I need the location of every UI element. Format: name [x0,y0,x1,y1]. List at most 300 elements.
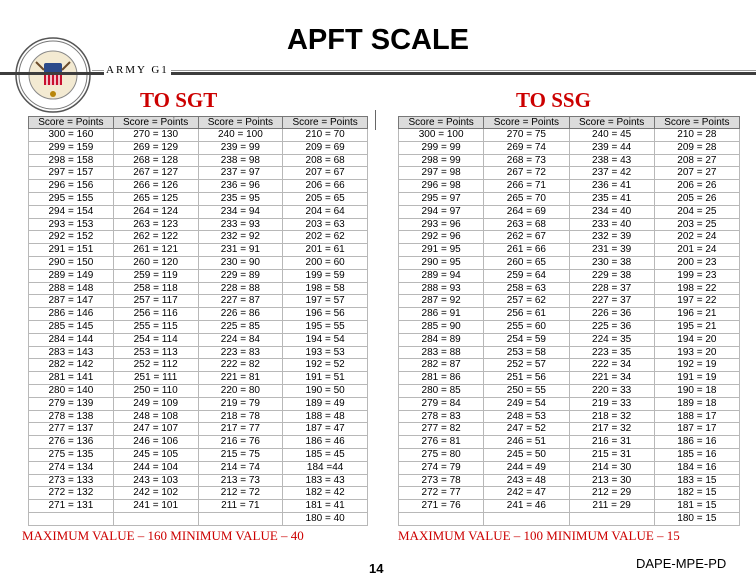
table-row [399,180,740,193]
table-row [399,500,740,513]
table-cell: 218 = 32 [569,410,654,423]
table-cell: 251 = 56 [484,372,569,385]
table-cell: 287 = 147 [29,295,114,308]
table-row [29,397,368,410]
table-cell: 233 = 40 [569,218,654,231]
table-cell [29,512,114,525]
table-cell: 240 = 100 [198,129,283,142]
table-cell: 263 = 68 [484,218,569,231]
table-cell: 186 = 16 [654,436,739,449]
table-cell: 232 = 92 [198,231,283,244]
column-header: Score = Points [198,117,283,129]
table-cell: 237 = 42 [569,167,654,180]
table-cell: 244 = 104 [113,461,198,474]
table-row [29,436,368,449]
sgt-heading: TO SGT [140,88,218,112]
table-cell: 277 = 137 [29,423,114,436]
table-cell: 208 = 27 [654,154,739,167]
table-row [399,436,740,449]
table-cell: 209 = 69 [283,141,368,154]
table-cell: 235 = 95 [198,192,283,205]
table-cell: 236 = 41 [569,180,654,193]
table-cell: 266 = 71 [484,180,569,193]
table-cell [198,512,283,525]
table-row [399,218,740,231]
table-cell: 261 = 66 [484,244,569,257]
table-row [29,129,368,142]
table-row [399,474,740,487]
table-cell: 249 = 109 [113,397,198,410]
sgt-range-note: MAXIMUM VALUE – 160 MINIMUM VALUE – 40 [22,528,304,543]
table-cell: 231 = 39 [569,244,654,257]
table-cell: 240 = 45 [569,129,654,142]
table-cell: 181 = 15 [654,500,739,513]
column-header: Score = Points [399,117,484,129]
table-cell: 237 = 97 [198,167,283,180]
table-cell: 192 = 19 [654,359,739,372]
table-cell: 211 = 71 [198,500,283,513]
table-cell: 245 = 50 [484,448,569,461]
table-cell: 274 = 79 [399,461,484,474]
table-cell: 268 = 128 [113,154,198,167]
table-cell: 286 = 91 [399,308,484,321]
table-cell: 205 = 65 [283,192,368,205]
table-cell: 263 = 123 [113,218,198,231]
table-row [29,154,368,167]
table-cell: 270 = 75 [484,129,569,142]
table-cell: 300 = 100 [399,129,484,142]
table-cell: 210 = 28 [654,129,739,142]
table-cell: 224 = 84 [198,333,283,346]
table-row [29,244,368,257]
table-cell: 230 = 90 [198,256,283,269]
table-cell: 235 = 41 [569,192,654,205]
table-cell: 220 = 33 [569,384,654,397]
table-cell: 244 = 49 [484,461,569,474]
table-cell: 183 = 15 [654,474,739,487]
table-cell: 292 = 152 [29,231,114,244]
table-row [399,205,740,218]
table-cell: 223 = 35 [569,346,654,359]
table-cell: 195 = 21 [654,320,739,333]
table-cell: 195 = 55 [283,320,368,333]
table-row [399,384,740,397]
table-cell: 289 = 94 [399,269,484,282]
table-row [399,192,740,205]
table-cell: 281 = 86 [399,372,484,385]
table-row [29,320,368,333]
table-cell: 257 = 117 [113,295,198,308]
table-row [29,423,368,436]
table-cell: 299 = 99 [399,141,484,154]
sgt-score-table [28,116,368,526]
table-row [29,359,368,372]
table-cell: 203 = 63 [283,218,368,231]
table-cell: 199 = 59 [283,269,368,282]
table-cell: 278 = 83 [399,410,484,423]
table-cell: 280 = 85 [399,384,484,397]
table-row [29,512,368,525]
table-row [399,129,740,142]
table-cell: 274 = 134 [29,461,114,474]
table-cell: 239 = 44 [569,141,654,154]
table-cell: 250 = 110 [113,384,198,397]
table-cell: 275 = 80 [399,448,484,461]
table-cell: 199 = 23 [654,269,739,282]
table-cell: 257 = 62 [484,295,569,308]
table-row [399,346,740,359]
table-row [399,512,740,525]
slide-title: APFT SCALE [286,24,470,56]
table-cell: 264 = 124 [113,205,198,218]
table-cell: 221 = 81 [198,372,283,385]
table-cell: 214 = 30 [569,461,654,474]
table-cell: 273 = 78 [399,474,484,487]
table-cell: 201 = 61 [283,244,368,257]
table-cell: 285 = 145 [29,320,114,333]
column-header: Score = Points [29,117,114,129]
table-cell: 271 = 131 [29,500,114,513]
header-rule-thin [92,70,756,71]
table-cell: 201 = 24 [654,244,739,257]
table-row [29,295,368,308]
table-cell: 259 = 64 [484,269,569,282]
table-cell: 292 = 96 [399,231,484,244]
table-cell: 269 = 74 [484,141,569,154]
table-cell: 196 = 21 [654,308,739,321]
table-cell [113,512,198,525]
table-row [29,256,368,269]
table-cell: 203 = 25 [654,218,739,231]
table-cell: 200 = 60 [283,256,368,269]
table-cell: 261 = 121 [113,244,198,257]
table-cell: 189 = 49 [283,397,368,410]
table-row [29,474,368,487]
table-cell: 243 = 103 [113,474,198,487]
table-row [399,244,740,257]
table-cell: 256 = 61 [484,308,569,321]
table-row [29,346,368,359]
table-row [399,308,740,321]
army-g1-label: ARMY G1 [106,64,169,76]
table-cell: 230 = 38 [569,256,654,269]
table-cell: 275 = 135 [29,448,114,461]
table-cell: 247 = 52 [484,423,569,436]
table-cell: 238 = 98 [198,154,283,167]
table-cell: 266 = 126 [113,180,198,193]
table-cell: 205 = 26 [654,192,739,205]
table-cell: 278 = 138 [29,410,114,423]
table-cell: 216 = 76 [198,436,283,449]
table-row [29,269,368,282]
table-cell: 220 = 80 [198,384,283,397]
table-cell: 283 = 88 [399,346,484,359]
table-cell: 234 = 40 [569,205,654,218]
table-cell: 228 = 37 [569,282,654,295]
table-cell: 239 = 99 [198,141,283,154]
table-row [29,333,368,346]
table-cell: 251 = 111 [113,372,198,385]
table-cell: 214 = 74 [198,461,283,474]
ssg-score-table [398,116,740,526]
table-cell: 288 = 148 [29,282,114,295]
table-cell: 198 = 22 [654,282,739,295]
table-cell: 272 = 77 [399,487,484,500]
table-cell: 216 = 31 [569,436,654,449]
table-cell: 189 = 18 [654,397,739,410]
table-cell: 282 = 87 [399,359,484,372]
table-row [29,461,368,474]
table-cell: 222 = 34 [569,359,654,372]
table-cell: 204 = 64 [283,205,368,218]
table-cell: 299 = 159 [29,141,114,154]
table-cell: 265 = 70 [484,192,569,205]
table-row [399,256,740,269]
table-cell: 262 = 67 [484,231,569,244]
table-cell: 215 = 31 [569,448,654,461]
table-cell: 265 = 125 [113,192,198,205]
table-cell: 279 = 84 [399,397,484,410]
table-cell: 202 = 24 [654,231,739,244]
table-cell: 197 = 57 [283,295,368,308]
table-cell: 187 = 47 [283,423,368,436]
table-cell: 185 = 16 [654,448,739,461]
column-header: Score = Points [654,117,739,129]
table-cell: 191 = 51 [283,372,368,385]
table-cell: 300 = 160 [29,129,114,142]
table-cell: 286 = 146 [29,308,114,321]
table-row [399,141,740,154]
table-cell: 253 = 113 [113,346,198,359]
table-cell: 269 = 129 [113,141,198,154]
table-cell: 289 = 149 [29,269,114,282]
table-cell: 242 = 47 [484,487,569,500]
table-cell: 282 = 142 [29,359,114,372]
table-cell: 188 = 48 [283,410,368,423]
table-cell: 180 = 40 [283,512,368,525]
table-cell: 262 = 122 [113,231,198,244]
table-cell: 249 = 54 [484,397,569,410]
table-cell: 192 = 52 [283,359,368,372]
table-cell: 247 = 107 [113,423,198,436]
table-row [29,487,368,500]
table-cell: 252 = 112 [113,359,198,372]
table-row [29,384,368,397]
table-cell: 219 = 79 [198,397,283,410]
table-cell: 194 = 20 [654,333,739,346]
table-cell: 194 = 54 [283,333,368,346]
table-cell: 217 = 32 [569,423,654,436]
table-cell: 183 = 43 [283,474,368,487]
table-row [29,231,368,244]
column-divider [375,110,376,130]
table-cell: 287 = 92 [399,295,484,308]
table-cell: 294 = 97 [399,205,484,218]
table-cell: 226 = 86 [198,308,283,321]
column-header: Score = Points [569,117,654,129]
table-cell: 290 = 95 [399,256,484,269]
table-row [399,410,740,423]
table-cell: 218 = 78 [198,410,283,423]
table-cell: 225 = 36 [569,320,654,333]
table-cell [484,512,569,525]
table-cell: 242 = 102 [113,487,198,500]
table-cell: 284 = 89 [399,333,484,346]
table-row [399,461,740,474]
table-cell: 229 = 38 [569,269,654,282]
table-cell: 210 = 70 [283,129,368,142]
table-cell: 184 =44 [283,461,368,474]
table-cell: 209 = 28 [654,141,739,154]
table-cell: 283 = 143 [29,346,114,359]
column-header: Score = Points [484,117,569,129]
table-cell: 248 = 108 [113,410,198,423]
table-cell: 256 = 116 [113,308,198,321]
table-cell: 264 = 69 [484,205,569,218]
table-row [399,423,740,436]
table-cell: 206 = 66 [283,180,368,193]
table-cell: 252 = 57 [484,359,569,372]
table-cell: 238 = 43 [569,154,654,167]
table-row [399,320,740,333]
table-cell: 236 = 96 [198,180,283,193]
table-cell: 285 = 90 [399,320,484,333]
table-cell: 186 = 46 [283,436,368,449]
table-cell: 196 = 56 [283,308,368,321]
table-cell: 212 = 72 [198,487,283,500]
table-cell: 267 = 127 [113,167,198,180]
page-number: 14 [369,561,384,576]
table-cell: 260 = 65 [484,256,569,269]
table-cell: 250 = 55 [484,384,569,397]
table-cell: 267 = 72 [484,167,569,180]
table-row [29,500,368,513]
table-cell: 193 = 20 [654,346,739,359]
table-cell: 254 = 114 [113,333,198,346]
ssg-range-note: MAXIMUM VALUE – 100 MINIMUM VALUE – 15 [398,528,680,543]
table-row [29,448,368,461]
table-cell: 296 = 156 [29,180,114,193]
table-cell: 258 = 63 [484,282,569,295]
table-cell: 191 = 19 [654,372,739,385]
table-cell: 231 = 91 [198,244,283,257]
table-cell: 222 = 82 [198,359,283,372]
table-row [399,167,740,180]
table-cell: 227 = 87 [198,295,283,308]
table-row [29,141,368,154]
table-cell: 246 = 51 [484,436,569,449]
table-cell: 213 = 73 [198,474,283,487]
table-cell [569,512,654,525]
table-row [399,154,740,167]
table-cell: 227 = 37 [569,295,654,308]
table-cell: 204 = 25 [654,205,739,218]
table-cell: 206 = 26 [654,180,739,193]
table-cell: 297 = 157 [29,167,114,180]
table-row [29,308,368,321]
table-cell: 241 = 46 [484,500,569,513]
table-cell: 258 = 118 [113,282,198,295]
table-cell: 233 = 93 [198,218,283,231]
table-cell: 228 = 88 [198,282,283,295]
table-row [399,295,740,308]
table-cell: 259 = 119 [113,269,198,282]
table-cell: 277 = 82 [399,423,484,436]
table-row [29,282,368,295]
table-cell: 232 = 39 [569,231,654,244]
table-row [29,180,368,193]
table-cell: 200 = 23 [654,256,739,269]
table-cell: 276 = 136 [29,436,114,449]
table-cell: 268 = 73 [484,154,569,167]
table-cell: 276 = 81 [399,436,484,449]
table-cell: 224 = 35 [569,333,654,346]
table-cell: 207 = 27 [654,167,739,180]
table-cell: 288 = 93 [399,282,484,295]
table-row [399,487,740,500]
table-cell: 190 = 18 [654,384,739,397]
table-cell: 284 = 144 [29,333,114,346]
table-row [29,167,368,180]
table-cell: 180 = 15 [654,512,739,525]
table-row [29,218,368,231]
table-cell: 226 = 36 [569,308,654,321]
table-cell: 212 = 29 [569,487,654,500]
table-cell: 273 = 133 [29,474,114,487]
table-cell [399,512,484,525]
table-cell: 197 = 22 [654,295,739,308]
table-cell: 253 = 58 [484,346,569,359]
table-cell: 187 = 17 [654,423,739,436]
army-seal-icon [14,36,92,114]
table-cell: 219 = 33 [569,397,654,410]
table-cell: 225 = 85 [198,320,283,333]
table-cell: 184 = 16 [654,461,739,474]
table-cell: 241 = 101 [113,500,198,513]
table-cell: 234 = 94 [198,205,283,218]
table-cell: 213 = 30 [569,474,654,487]
table-cell: 260 = 120 [113,256,198,269]
table-cell: 229 = 89 [198,269,283,282]
table-header-row [29,117,368,129]
table-cell: 293 = 96 [399,218,484,231]
table-row [399,448,740,461]
table-row [399,282,740,295]
table-row [399,333,740,346]
table-cell: 215 = 75 [198,448,283,461]
table-cell: 246 = 106 [113,436,198,449]
table-row [29,205,368,218]
table-cell: 193 = 53 [283,346,368,359]
table-row [29,192,368,205]
table-cell: 290 = 150 [29,256,114,269]
table-cell: 296 = 98 [399,180,484,193]
table-cell: 271 = 76 [399,500,484,513]
table-cell: 181 = 41 [283,500,368,513]
org-code: DAPE-MPE-PD [636,556,727,571]
table-cell: 280 = 140 [29,384,114,397]
table-cell: 294 = 154 [29,205,114,218]
table-row [399,269,740,282]
table-cell: 202 = 62 [283,231,368,244]
column-header: Score = Points [283,117,368,129]
table-cell: 245 = 105 [113,448,198,461]
table-cell: 223 = 83 [198,346,283,359]
table-cell: 297 = 98 [399,167,484,180]
table-cell: 293 = 153 [29,218,114,231]
table-cell: 217 = 77 [198,423,283,436]
table-row [399,231,740,244]
